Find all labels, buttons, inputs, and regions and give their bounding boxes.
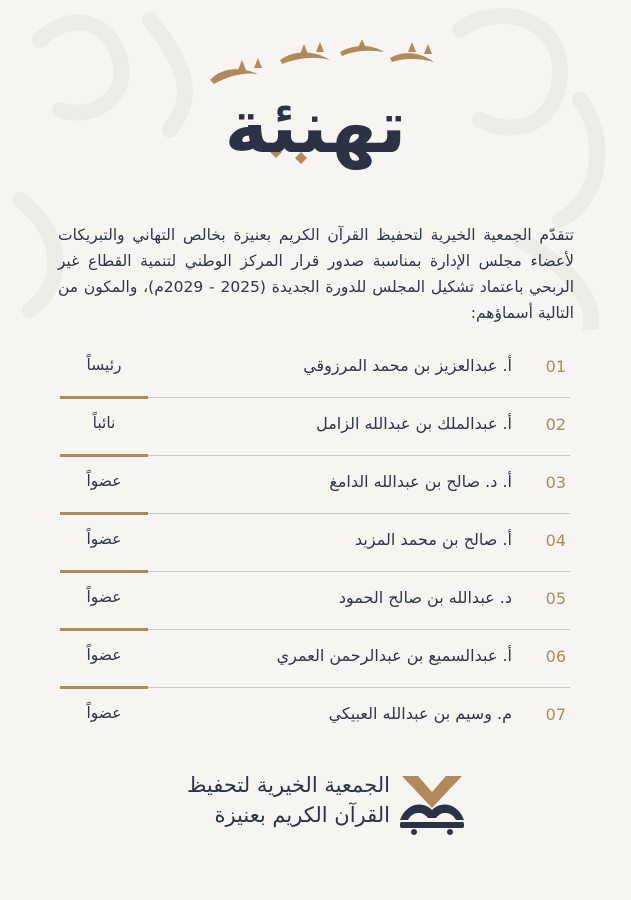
member-number: 03 (545, 473, 566, 492)
member-role: عضواً (86, 704, 122, 722)
title-area (0, 40, 631, 170)
member-row (60, 630, 570, 688)
member-row (60, 572, 570, 630)
member-role: عضواً (86, 588, 122, 606)
intro-paragraph: تتقدّم الجمعية الخيرية لتحفيظ القرآن الكريم بعنيزة بخالص التهاني والتبريكات لأعضاء مجلس الإدارة بمناسبة صدور قرار المركز الوطني لتنمية القطاع غير الربحي باعتماد تشكيل المجلس للدورة الجديدة (2025 - 2029م)، والمكون من التالية أسماؤهم: (58, 225, 575, 322)
member-role: عضواً (86, 646, 122, 664)
member-name: أ. د. صالح بن عبدالله الدامغ (329, 472, 512, 491)
member-name: أ. عبدالملك بن عبدالله الزامل (316, 414, 512, 433)
member-role: عضواً (86, 530, 122, 548)
member-number: 04 (545, 531, 566, 550)
member-role: نائباً (92, 414, 116, 432)
member-row (60, 340, 570, 398)
member-number: 01 (545, 357, 566, 376)
logo-line-2: القرآن الكريم بعنيزة (214, 803, 390, 827)
page-title: تهنئة (224, 84, 407, 170)
members-list (60, 340, 570, 745)
member-row (60, 456, 570, 514)
logo-line-1: الجمعية الخيرية لتحفيظ (186, 773, 390, 797)
member-row (60, 514, 570, 572)
member-name: م. وسيم بن عبدالله العبيكي (328, 704, 512, 723)
member-number: 06 (545, 647, 566, 666)
member-name: أ. عبدالسميع بن عبدالرحمن العمري (276, 646, 512, 665)
member-number: 02 (545, 415, 566, 434)
member-name: أ. صالح بن محمد المزيد (355, 530, 512, 549)
member-row (60, 398, 570, 456)
logo-text (180, 770, 390, 830)
member-role: عضواً (86, 472, 122, 490)
member-name: أ. عبدالعزيز بن محمد المرزوقي (303, 356, 512, 375)
member-row (60, 688, 570, 745)
organization-logo (0, 760, 631, 840)
logo-emblem-icon (392, 768, 472, 838)
member-role: رئيساً (86, 356, 122, 374)
member-name: د. عبدالله بن صالح الحمود (338, 588, 512, 607)
member-number: 05 (545, 589, 566, 608)
member-number: 07 (545, 705, 566, 724)
